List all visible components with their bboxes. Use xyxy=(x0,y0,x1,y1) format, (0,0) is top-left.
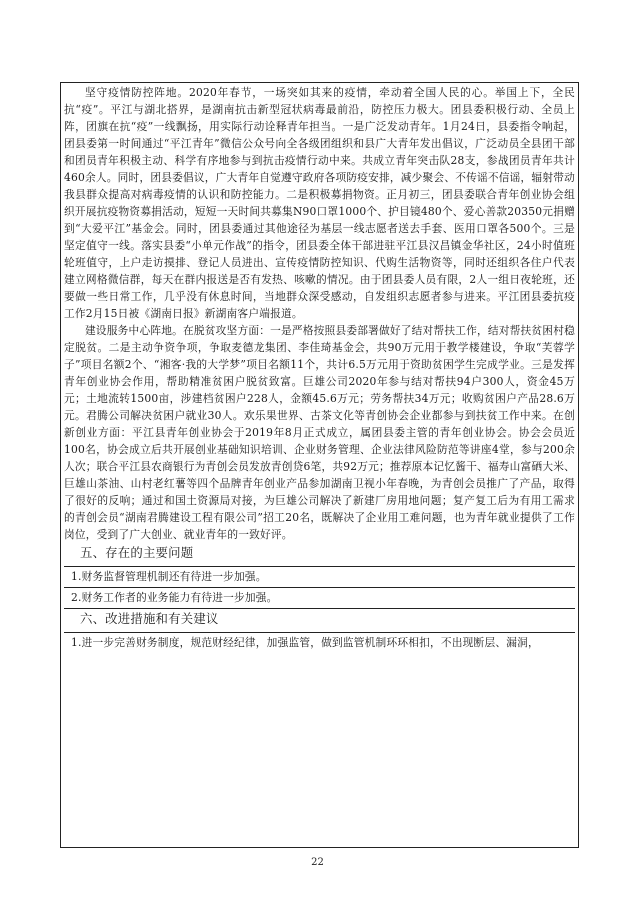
page-number: 22 xyxy=(311,857,324,868)
suggestion-item: 1.进一步完善财务制度，规范财经纪律，加强监管，做到监管机制环环相扣，不出现断层、漏洞， xyxy=(71,636,539,649)
paragraph-epidemic-prevention: 坚守疫情防控阵地。2020年春节，一场突如其来的疫情，牵动着全国人民的心。举国上下，全民抗“疫”。平江与湖北搭界，是湖南抗击新型冠状病毒最前沿，防控压力极大。团县委积极行动、全员上阵，团旗在抗“疫”一线飘扬，用实际行动诠释青年担当。一是广泛发动青年。1月24日，县委指令响起，团县委第一时间通过“平江青年”微信公众号向全各级团组织和县广大青年发出倡议，广泛动员全县团干部和团员青年积极主动、科学有序地参与到抗击疫情行动中来。共成立青年突击队28支，参战团员青年共计460余人。同时，团县委倡议，广大青年自觉遵守政府各项防疫安排，减少聚会、不传谣不信谣，辐射带动我县群众提高对病毒疫情的认识和防控能力。二是积极募捐物资。正月初三，团县委联合青年创业协会组织开展抗疫物资募捐活动，短短一天时间共募集N90口罩1000个、护目镜480个、爱心善款20350元捐赠到“大爱平江”基金会。同时，团县委通过其他途径为基层一线志愿者送去手套、医用口罩各500个。三是坚定值守一线。落实县委“小单元作战”的指令，团县委全体干部进驻平江县汉昌镇金华社区，24小时值班轮班值守，上户走访摸排、登记人员进出、宣传疫情防控知识、代购生活物资等，同时还组织各住户代表建立网格微信群，每天在群内报送是否有发热、咳嗽的情况。由于团县委人员有限，2人一组日夜轮班，还要做一些日常工作，几乎没有休息时间，当地群众深受感动，自发组织志愿者参与进来。平江团县委抗疫工作2月15日被《湖南日报》新湖南客户端报道。 xyxy=(64,86,575,320)
issue-row xyxy=(64,566,575,588)
issue-item: 2.财务工作者的业务能力有待进一步加强。 xyxy=(71,591,278,604)
section-six-heading-row xyxy=(64,609,575,632)
paragraph-service-center: 建设服务中心阵地。在脱贫攻坚方面：一是严格按照县委部署做好了结对帮扶工作，结对帮扶贫困村稳定脱贫。二是主动争资争项，争取麦德龙集团、李佳琦基金会，共90万元用于教学楼建设，争取“芙蓉学子”项目名额2个、“湘客·我的大学梦”项目名额11个，共计6.5万元用于资助贫困学生完成学业。三是发挥青年创业协会作用，帮助精准贫困户脱贫致富。巨雄公司2020年参与结对帮扶94户300人，资金45万元；土地流转1500亩，涉建档贫困户228人，金额45.6万元；劳务帮扶34万元；收购贫困户产品28.6万元。君腾公司解决贫困户就业30人。欢乐果世界、古茶文化等青创协会企业都参与到扶贫工作中来。在创新创业方面：平江县青年创业协会于2019年8月正式成立，属团县委主管的青年创业协会。协会会员近100名，协会成立后共开展创业基础知识培训、企业财务管理、企业法律风险防范等讲座4堂，参与200余人次；联合平江县农商银行为青创会员发放青创贷6笔，共92万元；推荐原本记忆酱干、福寿山富硒大米、巨雄山茶油、山村老红薯等四个品牌青年创业产品参加湖南卫视小年春晚，为青创会员推广了产品，取得了很好的反响；通过和国土资源局对接，为巨雄公司解决了新建厂房用地问题；复产复工后为有用工需求的青创会员“湖南君腾建设工程有限公司”招工20名，既解决了企业用工难问题，也为青年就业提供了工作岗位，受到了广大创业、就业青年的一致好评。 xyxy=(64,324,575,541)
section-six-heading: 六、改进措施和有关建议 xyxy=(80,611,219,626)
issue-row xyxy=(64,588,575,609)
section-five-heading: 五、存在的主要问题 xyxy=(80,545,194,560)
section-five-heading-row xyxy=(64,543,575,566)
document-body xyxy=(64,84,575,844)
issue-item: 1.财务监督管理机制还有待进一步加强。 xyxy=(71,570,267,583)
suggestion-row xyxy=(64,632,575,653)
